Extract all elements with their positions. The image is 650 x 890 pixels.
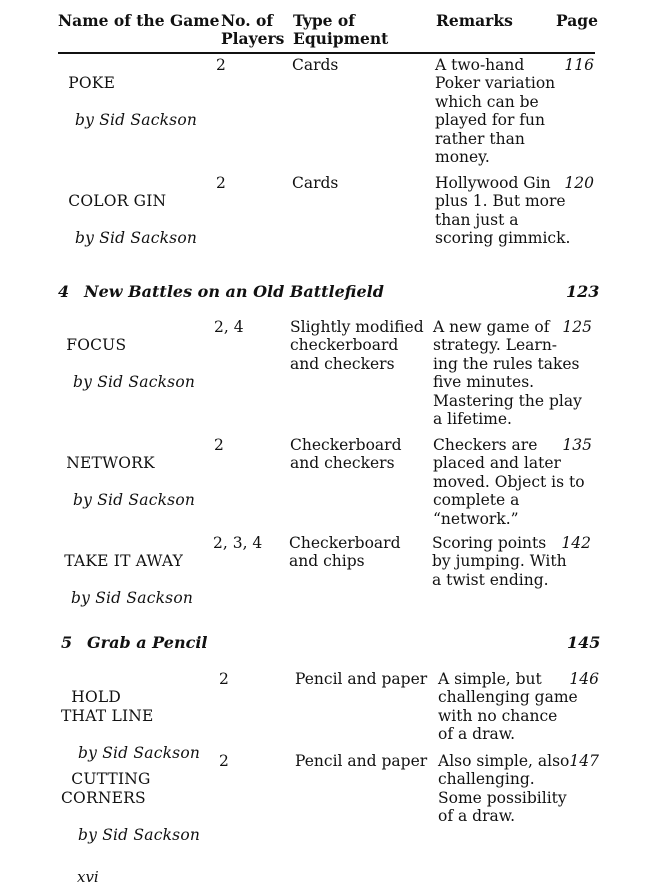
game-author: by Sid Sackson: [71, 589, 194, 608]
game-author: by Sid Sackson: [73, 373, 196, 392]
game-players: 2: [214, 436, 224, 454]
page-folio: xvi: [77, 868, 99, 886]
game-page: 125: [562, 318, 592, 336]
game-title: COLOR GIN: [68, 192, 167, 211]
game-name: [56, 318, 195, 410]
header-players: [221, 12, 284, 48]
game-name: [58, 174, 197, 266]
game-page: 146: [569, 670, 599, 688]
game-players: 2: [219, 752, 229, 770]
game-title: NETWORK: [66, 454, 155, 473]
game-equipment: Cards: [292, 174, 339, 192]
game-equipment: Pencil and paper: [295, 670, 428, 688]
chapter-number: 5: [61, 633, 73, 652]
game-title: FOCUS: [66, 336, 127, 355]
game-equipment: Checkerboard and chips: [289, 534, 401, 571]
game-equipment: Slightly modified checkerboard and checkers: [290, 318, 424, 373]
game-remarks: Hollywood Gin plus 1. But more than just a scoring gimmick.: [435, 174, 571, 248]
game-players: 2: [219, 670, 229, 688]
game-players: 2: [216, 56, 226, 74]
game-remarks: Checkers are placed and later moved. Object is to complete a “network.”: [433, 436, 585, 528]
game-author: by Sid Sackson: [78, 825, 201, 844]
header-equipment: [293, 12, 388, 48]
game-remarks: A two-hand Poker variation which can be played for fun rather than money.: [435, 56, 556, 167]
game-author: by Sid Sackson: [78, 743, 201, 762]
header-page: Page: [556, 11, 598, 30]
game-equipment: Pencil and paper: [295, 752, 428, 770]
game-players: 2, 4: [214, 318, 244, 336]
game-title: TAKE IT AWAY: [64, 552, 184, 571]
game-author: by Sid Sackson: [73, 491, 196, 510]
header-name: Name of the Game: [58, 11, 220, 30]
chapter-number: 4: [58, 282, 70, 301]
game-title: HOLD THAT LINE: [61, 688, 154, 725]
game-title: CUTTING CORNERS: [61, 770, 151, 807]
game-equipment: Cards: [292, 56, 339, 74]
game-author: by Sid Sackson: [75, 229, 198, 248]
game-page: 147: [569, 752, 599, 770]
chapter-page: 123: [566, 282, 600, 301]
game-name: [58, 56, 197, 148]
header-players-line1: No. of: [221, 11, 274, 30]
chapter-title: Grab a Pencil: [87, 633, 208, 652]
game-title: POKE: [68, 74, 116, 93]
chapter-title: New Battles on an Old Battlefield: [84, 282, 384, 301]
game-page: 116: [564, 56, 594, 74]
game-players: 2, 3, 4: [213, 534, 263, 552]
game-equipment: Checkerboard and checkers: [290, 436, 402, 473]
header-players-line2: Players: [221, 29, 285, 48]
game-remarks: A simple, but challenging game with no chance of a draw.: [438, 670, 578, 744]
game-players: 2: [216, 174, 226, 192]
header-equipment-line2: Equipment: [293, 29, 389, 48]
header-rule: [58, 52, 595, 54]
game-remarks: A new game of strategy. Learn- ing the rules takes five minutes. Mastering the play a lifetime.: [433, 318, 582, 429]
game-remarks: Scoring points by jumping. With a twist ending.: [432, 534, 567, 589]
chapter-page: 145: [567, 633, 601, 652]
game-page: 135: [562, 436, 592, 454]
header-remarks: Remarks: [436, 11, 513, 30]
game-page: 142: [561, 534, 591, 552]
game-remarks: Also simple, also challenging. Some possibility of a draw.: [438, 752, 570, 826]
game-author: by Sid Sackson: [75, 111, 198, 130]
game-name: [61, 752, 200, 862]
game-page: 120: [564, 174, 594, 192]
game-name: [56, 436, 195, 528]
header-equipment-line1: Type of: [293, 11, 355, 30]
game-name: [54, 534, 193, 626]
